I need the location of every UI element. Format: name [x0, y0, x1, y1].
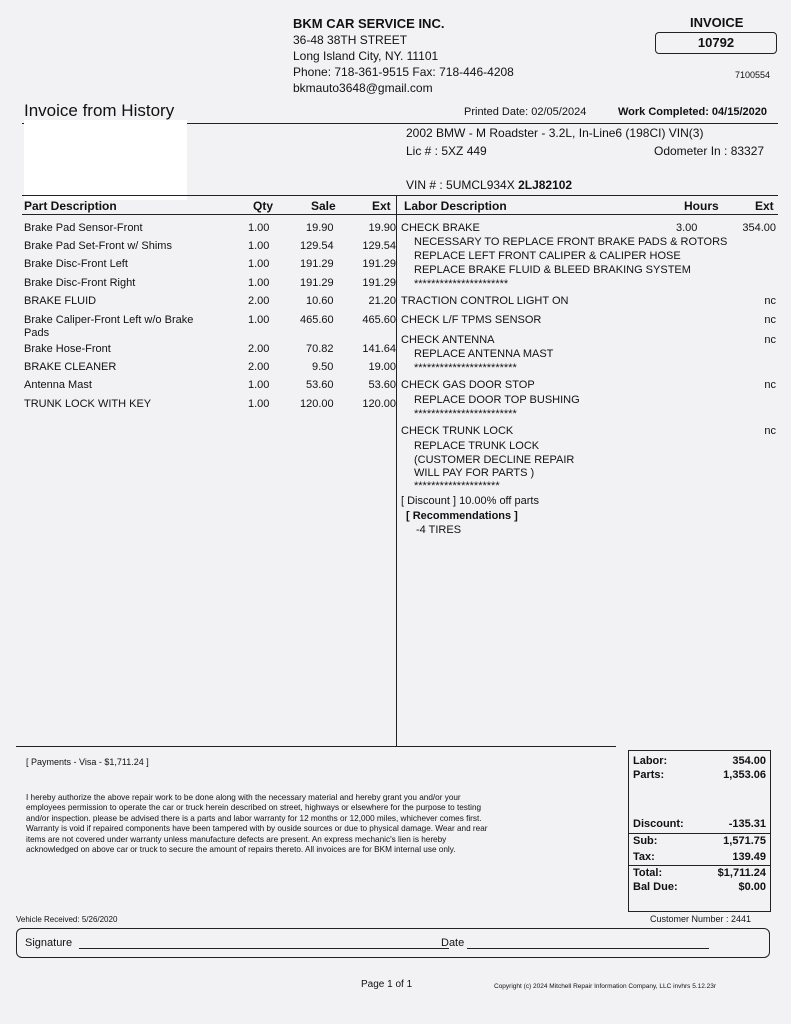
totals-divider	[629, 865, 770, 866]
labor-header-hours: Hours	[684, 199, 719, 213]
part-qty: 2.00	[248, 361, 270, 373]
part-ext: 19.90	[368, 222, 396, 234]
labor-brake-line3: REPLACE BRAKE FLUID & BLEED BRAKING SYSTEM	[414, 264, 691, 276]
part-qty: 1.00	[248, 277, 270, 289]
labor-brake-line2: REPLACE LEFT FRONT CALIPER & CALIPER HOSE	[414, 250, 681, 262]
totals-total-label: Total:	[633, 867, 663, 879]
totals-sub-label: Sub:	[633, 835, 658, 847]
signature-box	[16, 928, 770, 958]
shop-city: Long Island City, NY. 11101	[293, 49, 439, 63]
authorization-line: Warranty is void if repaired components have been tampered with by ouside sources or due to physical damage. Wear and rear	[26, 824, 488, 834]
part-desc: Brake Hose-Front	[24, 343, 111, 355]
labor-header-ext: Ext	[755, 199, 774, 213]
table-row	[24, 222, 396, 240]
labor-trunk-stars: ********************	[414, 480, 500, 492]
part-desc: Brake Pad Set-Front w/ Shims	[24, 240, 172, 252]
labor-traction-title: TRACTION CONTROL LIGHT ON	[401, 295, 569, 307]
part-sale: 129.54	[300, 240, 334, 252]
labor-gasdoor-title: CHECK GAS DOOR STOP	[401, 379, 535, 391]
labor-gasdoor-stars: ************************	[414, 408, 517, 420]
parts-header-ext: Ext	[372, 199, 391, 213]
labor-brake-stars: **********************	[414, 278, 509, 290]
totals-divider	[629, 833, 770, 834]
labor-trunk-title: CHECK TRUNK LOCK	[401, 425, 514, 437]
totals-parts-value: 1,353.06	[723, 769, 766, 781]
part-ext: 129.54	[362, 240, 396, 252]
table-row	[24, 258, 396, 276]
parts-header-sale: Sale	[311, 199, 336, 213]
part-ext: 53.60	[368, 379, 396, 391]
part-desc-cont: Pads	[24, 327, 50, 339]
labor-brake-hours: 3.00	[676, 222, 698, 234]
part-ext: 120.00	[362, 398, 396, 410]
part-sale: 9.50	[312, 361, 334, 373]
part-ext: 19.00	[368, 361, 396, 373]
table-row	[24, 343, 396, 361]
copyright: Copyright (c) 2024 Mitchell Repair Information Company, LLC invhrs 5.12.23r	[494, 983, 717, 990]
table-row	[24, 361, 396, 379]
labor-tpms-title: CHECK L/F TPMS SENSOR	[401, 314, 542, 326]
totals-baldue-label: Bal Due:	[633, 881, 678, 893]
part-ext: 191.29	[362, 258, 396, 270]
part-qty: 1.00	[248, 379, 270, 391]
invoice-ref: 7100554	[735, 70, 771, 80]
labor-antenna-line1: REPLACE ANTENNA MAST	[414, 348, 554, 360]
labor-gasdoor-ext: nc	[764, 379, 776, 391]
part-sale: 120.00	[300, 398, 334, 410]
invoice-number: 10792	[655, 32, 777, 54]
part-desc: Antenna Mast	[24, 379, 92, 391]
vehicle-vin	[406, 178, 572, 192]
part-desc: BRAKE CLEANER	[24, 361, 117, 373]
history-title: Invoice from History	[24, 101, 175, 120]
columns-header-line	[22, 214, 778, 215]
authorization-line: employees permission to operate the car or truck herein described on street, highways or elsewhere for the purpose to testing	[26, 803, 482, 813]
part-desc: Brake Caliper-Front Left w/o Brake	[24, 314, 194, 326]
vehicle-received: Vehicle Received: 5/26/2020	[16, 915, 118, 924]
labor-antenna-stars: ************************	[414, 362, 517, 374]
part-desc: Brake Pad Sensor-Front	[24, 222, 143, 234]
labor-tpms-ext: nc	[764, 314, 776, 326]
table-row	[24, 314, 396, 344]
part-sale: 53.60	[306, 379, 334, 391]
part-sale: 191.29	[300, 277, 334, 289]
columns-top-line	[22, 195, 778, 196]
vin-prefix: VIN # : 5UMCL934X	[406, 178, 519, 192]
labor-header-desc: Labor Description	[404, 199, 507, 213]
part-sale: 465.60	[300, 314, 334, 326]
labor-trunk-line3: WILL PAY FOR PARTS )	[414, 467, 535, 479]
shop-street: 36-48 38TH STREET	[293, 33, 408, 47]
vehicle-description: 2002 BMW - M Roadster - 3.2L, In-Line6 (198CI) VIN(3)	[406, 126, 704, 140]
vehicle-lic: Lic # : 5XZ 449	[406, 144, 487, 158]
labor-discount: [ Discount ] 10.00% off parts	[401, 495, 539, 507]
date-label: Date	[441, 937, 465, 949]
totals-labor-label: Labor:	[633, 755, 668, 767]
labor-trunk-line1: REPLACE TRUNK LOCK	[414, 440, 540, 452]
part-sale: 70.82	[306, 343, 334, 355]
parts-header-desc: Part Description	[24, 199, 117, 213]
authorization-line: acknowledged on above car or truck to secure the amount of repairs thereto. All invoices are for BKM internal use only.	[26, 845, 456, 855]
labor-brake-line1: NECESSARY TO REPLACE FRONT BRAKE PADS & ROTORS	[414, 236, 728, 248]
part-qty: 1.00	[248, 398, 270, 410]
table-row	[24, 295, 396, 313]
work-completed: Work Completed: 04/15/2020	[618, 106, 767, 118]
shop-phone: Phone: 718-361-9515 Fax: 718-446-4208	[293, 65, 514, 79]
authorization-line: items are not covered under warranty unless manufacture defects are present. An express mechanic's lien is hereby	[26, 834, 447, 844]
totals-discount-value: -135.31	[728, 818, 766, 830]
labor-antenna-ext: nc	[764, 334, 776, 346]
part-desc: TRUNK LOCK WITH KEY	[24, 398, 152, 410]
shop-email: bkmauto3648@gmail.com	[293, 81, 433, 95]
part-sale: 191.29	[300, 258, 334, 270]
part-qty: 2.00	[248, 343, 270, 355]
table-row	[24, 240, 396, 258]
labor-brake-title: CHECK BRAKE	[401, 222, 480, 234]
shop-name: BKM CAR SERVICE INC.	[293, 16, 445, 31]
part-desc: BRAKE FLUID	[24, 295, 97, 307]
table-row	[24, 277, 396, 295]
part-ext: 465.60	[362, 314, 396, 326]
part-ext: 191.29	[362, 277, 396, 289]
labor-recommendations: [ Recommendations ]	[406, 510, 518, 522]
parts-ext-border	[396, 220, 397, 410]
totals-tax-value: 139.49	[732, 851, 766, 863]
table-row	[24, 398, 396, 416]
date-line	[467, 948, 709, 949]
labor-brake-ext: 354.00	[742, 222, 776, 234]
authorization-line: I hereby authorize the above repair work to be done along with the necessary material and hereby grant you and/or your	[26, 793, 461, 802]
part-ext: 141.64	[362, 343, 396, 355]
authorization-line: and/or inspection. please be advised there is a parts and labor warranty for 12 months or 12,000 miles, whichever comes first.	[26, 813, 482, 823]
part-qty: 1.00	[248, 314, 270, 326]
invoice-label: INVOICE	[690, 15, 744, 30]
part-desc: Brake Disc-Front Left	[24, 258, 128, 270]
totals-labor-value: 354.00	[732, 755, 766, 767]
customer-number: Customer Number : 2441	[650, 914, 752, 924]
vin-suffix: 2LJ82102	[518, 178, 573, 192]
labor-trunk-ext: nc	[764, 425, 776, 437]
payments-line: [ Payments - Visa - $1,711.24 ]	[26, 757, 149, 767]
totals-total-value: $1,711.24	[717, 867, 766, 879]
parts-header-qty: Qty	[253, 199, 274, 213]
printed-date: Printed Date: 02/05/2024	[464, 106, 587, 118]
part-desc: Brake Disc-Front Right	[24, 277, 136, 289]
bottom-divider	[16, 746, 616, 747]
totals-discount-label: Discount:	[633, 818, 684, 830]
totals-sub-value: 1,571.75	[723, 835, 766, 847]
part-sale: 19.90	[306, 222, 334, 234]
totals-tax-label: Tax:	[633, 851, 655, 863]
part-qty: 1.00	[248, 240, 270, 252]
totals-box	[628, 750, 771, 912]
totals-parts-label: Parts:	[633, 769, 665, 781]
table-row	[24, 379, 396, 397]
part-qty: 1.00	[248, 258, 270, 270]
labor-antenna-title: CHECK ANTENNA	[401, 334, 495, 346]
vehicle-odometer: Odometer In : 83327	[654, 144, 765, 158]
part-sale: 10.60	[306, 295, 334, 307]
part-qty: 1.00	[248, 222, 270, 234]
signature-line	[79, 948, 449, 949]
authorization-text	[26, 793, 626, 855]
page-number: Page 1 of 1	[361, 979, 413, 990]
totals-baldue-value: $0.00	[738, 881, 766, 893]
labor-gasdoor-line1: REPLACE DOOR TOP BUSHING	[414, 394, 580, 406]
signature-label: Signature	[25, 937, 73, 949]
labor-traction-ext: nc	[764, 295, 776, 307]
labor-trunk-line2: (CUSTOMER DECLINE REPAIR	[414, 454, 575, 466]
labor-rec-item: -4 TIRES	[416, 524, 462, 536]
redacted-customer-block	[24, 120, 187, 200]
part-ext: 21.20	[368, 295, 396, 307]
part-qty: 2.00	[248, 295, 270, 307]
